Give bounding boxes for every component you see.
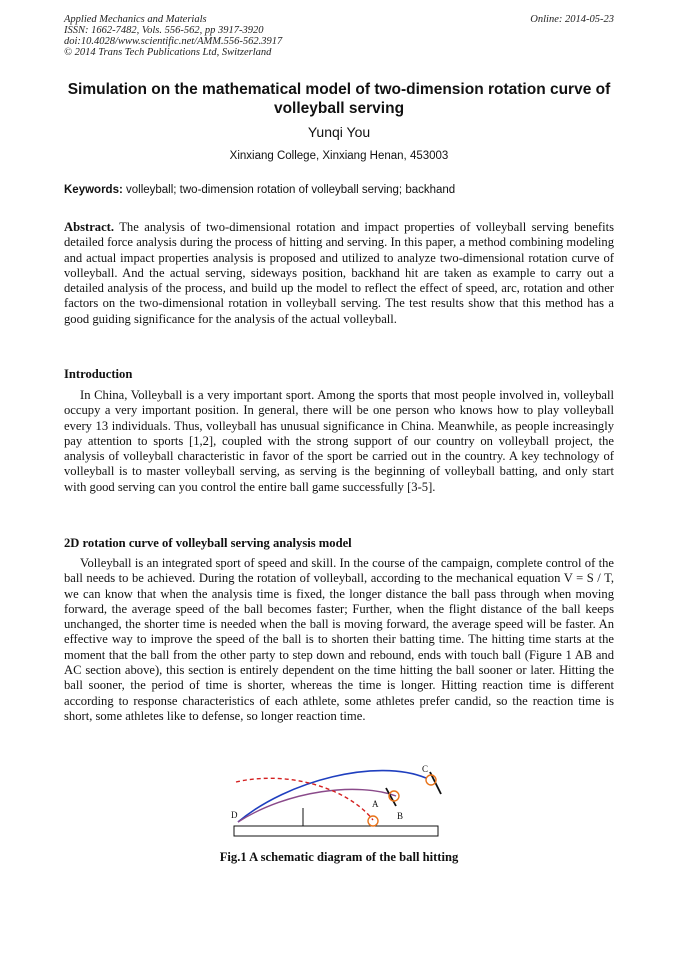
- label-d: D: [231, 810, 238, 820]
- label-a: A: [372, 799, 379, 809]
- court-floor: [234, 826, 438, 836]
- section2-heading: 2D rotation curve of volleyball serving analysis model: [64, 536, 352, 550]
- label-c: C: [422, 764, 429, 774]
- copyright-line: © 2014 Trans Tech Publications Ltd, Switzerland: [64, 47, 272, 58]
- keywords-text: volleyball; two-dimension rotation of volleyball serving; backhand: [122, 184, 456, 196]
- keywords-label: Keywords:: [64, 184, 123, 196]
- keywords: [64, 184, 624, 196]
- paper-title: Simulation on the mathematical model of two-dimension rotation curve of volleyball serving: [67, 81, 611, 117]
- journal-name: Applied Mechanics and Materials: [64, 14, 207, 25]
- abstract: [64, 220, 614, 327]
- journal-info: [64, 14, 282, 58]
- introduction-text: In China, Volleyball is a very important sport. Among the sports that most people involved in, volleyball occupy a very important position. In general, there will be one person who knows how to play volleyball every 13 individuals. Thus, volleyball has unusual significance in China. Meanwhile, as people increasingly pay attention to sports [1,2], coupled with the strong support of our country on volleyball project, the analysis of volleyball characteristic in favor of the sport be carried out in the country. A key technology of volleyball is to master volleyball serving, as serving is the beginning of volleyball batting, and only start with good serving can you control the entire ball game successfully [3-5].: [64, 388, 614, 494]
- introduction-heading: Introduction: [64, 367, 133, 381]
- label-b: B: [397, 811, 404, 821]
- online-date: Online: 2014-05-23: [530, 14, 614, 25]
- affiliation: Xinxiang College, Xinxiang Henan, 453003: [229, 150, 449, 162]
- author-name: Yunqi You: [307, 124, 371, 140]
- figure-caption: Fig.1 A schematic diagram of the ball hitting: [219, 850, 459, 864]
- ball-a: [368, 816, 378, 826]
- ball-hitting-diagram: [228, 760, 450, 842]
- section2-text: Volleyball is an integrated sport of speed and skill. In the course of the campaign, complete control of the ball needs to be achieved. During the rotation of volleyball, according to the mechanical equation V = S / T, we can know that when the analysis time is fixed, the longer distance the ball pass through when moving forward, the average speed of the ball becomes faster; Further, when the flight distance of the ball keeps unchanged, the shorter time is needed when the ball is moving forward, the average speed will be faster. An effective way to improve the speed of the ball is to shorten their batting time. The hitting time starts at the moment that the ball from the other party to step down and rebound, ends with touch ball (Figure 1 AB and AC section above), this section is entirely dependent on the time hitting the ball sooner or later. Hitting the ball sooner, the period of time is shorter, whereas the time is longer. Hitting reaction time is different according to response characteristics of each athlete, some athletes prefer candid, so the reaction time is short, some athletes like to defense, so longer reaction time.: [64, 556, 614, 723]
- doi-line: doi:10.4028/www.scientific.net/AMM.556-562.3917: [64, 36, 283, 47]
- abstract-label: Abstract.: [64, 220, 115, 234]
- abstract-text: The analysis of two-dimensional rotation and impact properties of volleyball serving benefits detailed force analysis during the process of hitting and serving. In this paper, a method combining modeling and actual impact properties analysis is proposed and utilized to analyze two-dimensional rotation curve of volleyball. And the actual serving, sideways position, backhand hit are taken as example to carry out a detailed analysis of the process, and build up the model to reflect the effect of speed, arc, rotation and other factors on the two-dimensional rotation in volleyball serving. The test results show that this method has a good guiding significance for the analysis of the actual volleyball.: [64, 220, 614, 326]
- issn-line: ISSN: 1662-7482, Vols. 556-562, pp 3917-3920: [64, 25, 264, 36]
